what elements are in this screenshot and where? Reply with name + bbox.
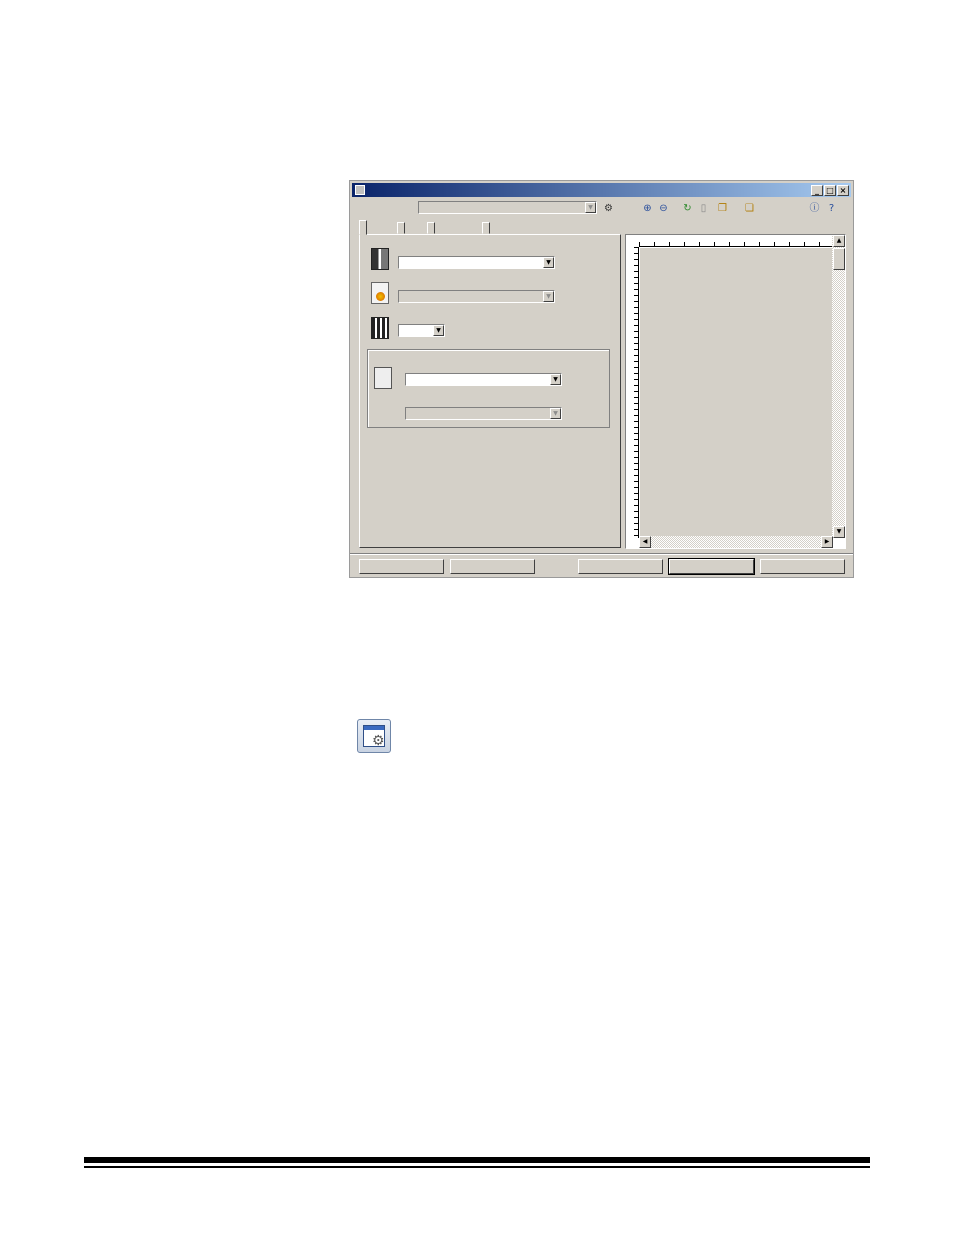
scroll-up-icon[interactable]: ▲ <box>833 235 845 247</box>
maximize-button[interactable]: □ <box>824 185 836 196</box>
ruler-left <box>626 247 639 538</box>
side-select[interactable] <box>418 201 597 214</box>
preview-button[interactable] <box>578 559 663 574</box>
scroll-down-icon[interactable]: ▼ <box>833 526 845 538</box>
document-type-icon <box>371 282 389 304</box>
quality-select[interactable] <box>405 407 562 420</box>
chevron-down-icon: ▼ <box>550 408 561 419</box>
tab-enhancements[interactable] <box>482 222 490 234</box>
chevron-down-icon: ▼ <box>543 257 554 268</box>
image-settings-screenshot <box>349 180 854 578</box>
dialog-button-row <box>350 553 853 575</box>
scroll-right-icon[interactable]: ▶ <box>821 536 833 548</box>
zoom-out-icon[interactable]: ⊖ <box>659 203 668 214</box>
chevron-down-icon: ▼ <box>433 325 444 336</box>
general-tab-panel <box>359 234 621 548</box>
ruler-top-labels <box>639 235 832 243</box>
g4-compression-icon <box>374 367 392 389</box>
gear-icon: ⚙ <box>372 732 385 748</box>
home-button[interactable] <box>359 559 444 574</box>
advanced-image-setup-icon[interactable]: ⚙ <box>604 203 613 214</box>
tab-adjustments[interactable] <box>427 222 435 234</box>
advanced-image-setup-icon <box>357 719 391 753</box>
paste-icon[interactable]: ❏ <box>745 203 754 214</box>
resolution-select[interactable] <box>398 324 445 337</box>
tab-general[interactable] <box>359 220 367 235</box>
tab-size[interactable] <box>397 222 405 234</box>
page-icon[interactable]: ▯ <box>700 203 707 214</box>
copy-icon[interactable]: ❐ <box>718 203 727 214</box>
minimize-button[interactable]: _ <box>811 185 823 196</box>
chevron-down-icon: ▼ <box>543 291 554 302</box>
chevron-down-icon: ▼ <box>585 202 596 213</box>
zoom-in-icon[interactable]: ⊕ <box>643 203 652 214</box>
vertical-scrollbar[interactable] <box>832 235 845 538</box>
scroll-left-icon[interactable]: ◀ <box>639 536 651 548</box>
scan-as-icon <box>371 248 389 270</box>
close-button[interactable]: × <box>837 185 849 196</box>
ok-button[interactable] <box>669 559 754 574</box>
footer-rule-thin <box>84 1166 870 1168</box>
help-icon[interactable]: ? <box>828 203 835 214</box>
cancel-button[interactable] <box>760 559 845 574</box>
rotate-icon[interactable]: ↻ <box>683 203 692 214</box>
window-titlebar <box>352 183 851 197</box>
scanner-app-icon <box>355 185 365 195</box>
scan-as-select[interactable] <box>398 256 555 269</box>
preview-canvas[interactable] <box>640 248 833 538</box>
device-button[interactable] <box>450 559 535 574</box>
ruler-top <box>639 235 832 247</box>
compression-group <box>367 349 610 428</box>
footer-rule-thick <box>84 1157 870 1163</box>
preview-area <box>625 234 846 549</box>
info-icon[interactable]: ⓘ <box>809 203 820 214</box>
document-type-select[interactable] <box>398 290 555 303</box>
ruler-left-labels <box>626 247 634 538</box>
chevron-down-icon: ▼ <box>550 374 561 385</box>
type-select[interactable] <box>405 373 562 386</box>
horizontal-scrollbar[interactable] <box>639 536 833 548</box>
resolution-icon <box>371 317 389 339</box>
scroll-thumb[interactable] <box>833 248 845 270</box>
